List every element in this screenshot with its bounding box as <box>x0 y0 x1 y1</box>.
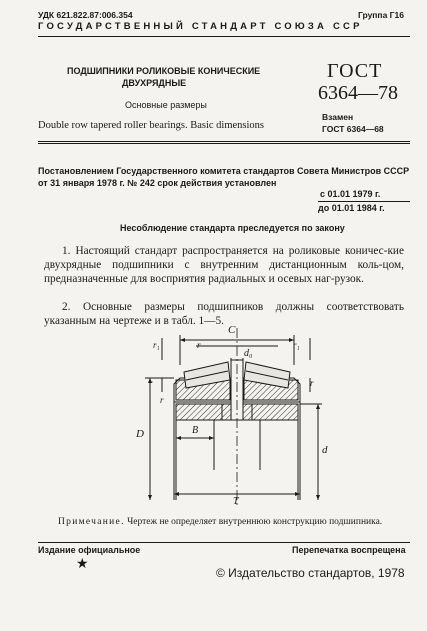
decree-date-from: с 01.01 1979 г. <box>320 189 381 199</box>
label-r1-right: r₁ <box>293 340 300 350</box>
drawing-note <box>58 516 408 528</box>
decree-date-to: до 01.01 1984 г. <box>318 203 385 213</box>
gost-number: 6364—78 <box>318 82 398 104</box>
paragraph-1: 1. Настоящий стандарт распространяется на роликовые коничес-кие двухрядные подшипники с внутренним дистанционным коль-цом, предназначенные для восприятия радиальных и осевых наг-рузок. <box>44 245 404 285</box>
official-edition: Издание официальное <box>38 545 141 555</box>
udk-code: УДК 621.822.87:006.354 <box>38 10 133 20</box>
inner-cone-left <box>176 404 222 420</box>
inner-cone-right <box>252 404 298 420</box>
label-d0: d₀ <box>244 348 253 359</box>
label-r-top: r <box>197 340 201 350</box>
title-english: Double row tapered roller bearings. Basic dimensions <box>38 120 264 131</box>
law-warning: Несоблюдение стандарта преследуется по закону <box>120 223 345 233</box>
replaces-label: Взамен <box>322 112 354 122</box>
label-r-right: r <box>310 378 314 388</box>
gost-label: ГОСТ <box>327 60 383 82</box>
label-r-inner: r <box>160 395 164 405</box>
label-C: C <box>228 324 236 336</box>
standard-banner: ГОСУДАРСТВЕННЫЙ СТАНДАРТ СОЮЗА ССР <box>38 21 363 32</box>
paragraph-2: 2. Основные размеры подшипников должны соответствовать указанным на чертеже и в табл. 1—5. <box>44 301 404 327</box>
decree-line-1: Постановлением Государственного комитета стандартов Совета Министров СССР <box>38 166 410 176</box>
group-code: Группа Г16 <box>358 10 404 20</box>
title-line-1: ПОДШИПНИКИ РОЛИКОВЫЕ КОНИЧЕСКИЕ <box>67 66 261 76</box>
title-subtitle: Основные размеры <box>125 100 207 110</box>
footer-rule <box>38 542 410 543</box>
replaces-standard: ГОСТ 6364—68 <box>322 124 384 134</box>
label-D: D <box>136 428 144 440</box>
label-r1-left: r₁ <box>153 340 160 350</box>
note-text: Чертеж не определяет внутреннюю конструкцию подшипника. <box>127 517 383 527</box>
star-icon: ★ <box>76 557 89 572</box>
label-T: T <box>233 496 239 507</box>
label-d: d <box>322 444 328 456</box>
reprint-prohibited: Перепечатка воспрещена <box>292 545 406 555</box>
label-B: B <box>192 425 199 436</box>
title-line-2: ДВУХРЯДНЫЕ <box>122 78 187 88</box>
label-r-left: r <box>149 378 153 388</box>
copyright: © Издательство стандартов, 1978 <box>216 566 405 580</box>
note-label: Примечание. <box>58 517 125 527</box>
decree-line-2: от 31 января 1978 г. № 242 срок действия установлен <box>38 178 277 188</box>
